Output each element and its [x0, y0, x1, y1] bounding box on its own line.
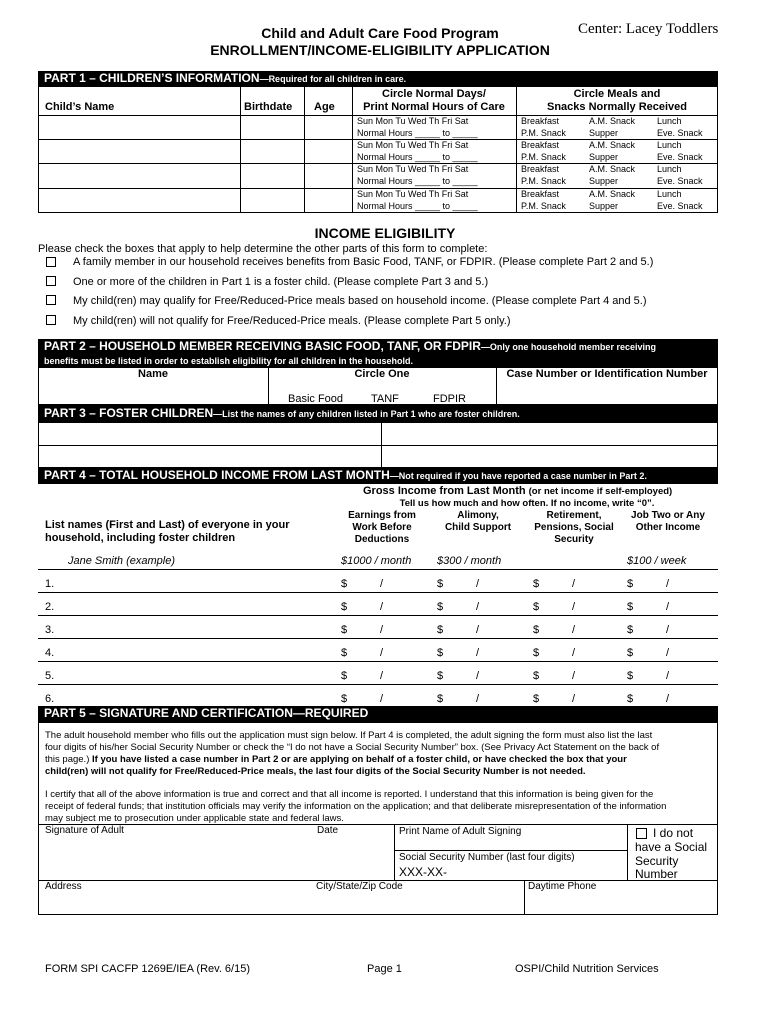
row4-hours: Normal Hours _____ to _____	[357, 201, 478, 211]
income-intro: Please check the boxes that apply to help determine the other parts of this form to complete:	[38, 243, 488, 255]
income-row-4-col1-slash: /	[380, 647, 384, 659]
income-row-3-col1-dollar[interactable]: $	[341, 624, 348, 636]
income-row-6-col1-slash: /	[380, 693, 384, 705]
row4-meal-b0: P.M. Snack	[521, 201, 566, 211]
row3-meal-b0: P.M. Snack	[521, 176, 566, 186]
part3-header	[38, 405, 718, 422]
row2-meal-a1: A.M. Snack	[589, 140, 636, 150]
example-value-1: $1000 / month	[341, 555, 412, 567]
example-value-2: $300 / month	[437, 555, 502, 567]
income-row-3-col4-slash: /	[666, 624, 670, 636]
income-row-2-col1-dollar[interactable]: $	[341, 601, 348, 613]
income-row-3-col2-dollar[interactable]: $	[437, 624, 444, 636]
income-col-1-line3: Deductions	[354, 534, 410, 545]
income-row-3-line	[38, 638, 718, 639]
income-row-1-col3-slash: /	[572, 578, 576, 590]
list-label-1: List names (First and Last) of everyone in your	[45, 519, 290, 531]
part5-header	[38, 706, 718, 722]
income-row-6-col1-dollar[interactable]: $	[341, 693, 348, 705]
income-eligibility-heading: INCOME ELIGIBILITY	[314, 225, 456, 241]
income-row-1-col2-slash: /	[476, 578, 480, 590]
checkbox-option-1[interactable]	[46, 257, 56, 267]
example-name: Jane Smith (example)	[68, 555, 175, 567]
income-row-1-col4-slash: /	[666, 578, 670, 590]
income-row-6-number: 6.	[45, 693, 55, 705]
row3-hours: Normal Hours _____ to _____	[357, 176, 478, 186]
income-row-5-col4-slash: /	[666, 670, 670, 682]
income-row-6-col4-slash: /	[666, 693, 670, 705]
signature-label: Signature of Adult	[45, 825, 124, 836]
part5-para2: I certify that all of the above information is true and correct and that all income is reported. I understand that this information is being given for the receipt of federal funds; that institution officials may verify the information on the application; and that deliberate misrepresentation of the information may subject me to prosecution under applicable state and federal laws.	[45, 789, 667, 824]
income-row-6-col2-slash: /	[476, 693, 480, 705]
income-col-1-line2: Work Before	[352, 522, 412, 533]
col-days-2: Print Normal Hours of Care	[363, 101, 505, 113]
part1-note: —Required for all children in care.	[259, 74, 407, 84]
city-label: City/State/Zip Code	[316, 881, 403, 892]
gross-income-sub: Tell us how much and how often. If no income, write “0”.	[399, 498, 655, 509]
income-row-1-col4-dollar[interactable]: $	[627, 578, 634, 590]
income-row-1-col3-dollar[interactable]: $	[533, 578, 540, 590]
option-4-label: My child(ren) will not qualify for Free/Reduced-Price meals. (Please complete Part 5 only.)	[73, 315, 511, 327]
part1-heading: PART 1 – CHILDREN’S INFORMATION	[44, 71, 260, 85]
part4-note: —Not required if you have reported a case number in Part 2.	[389, 471, 647, 481]
row3-meal-b1: Supper	[589, 176, 619, 186]
income-row-6-col3-dollar[interactable]: $	[533, 693, 540, 705]
col-meals-2: Snacks Normally Received	[546, 101, 688, 113]
income-row-3-col1-slash: /	[380, 624, 384, 636]
part3-note: —List the names of any children listed in Part 1 who are foster children.	[213, 409, 520, 419]
income-row-6-col4-dollar[interactable]: $	[627, 693, 634, 705]
col-age: Age	[314, 101, 335, 113]
income-col-1-line1: Earnings from	[348, 510, 416, 521]
income-row-6-col3-slash: /	[572, 693, 576, 705]
row1-meal-b1: Supper	[589, 128, 619, 138]
list-label-2: household, including foster children	[45, 532, 236, 544]
checkbox-option-3[interactable]	[46, 295, 56, 305]
income-row-1-col1-slash: /	[380, 578, 384, 590]
income-row-3-col3-slash: /	[572, 624, 576, 636]
col-days-1: Circle Normal Days/	[382, 88, 486, 100]
income-row-2-col1-slash: /	[380, 601, 384, 613]
part4-header	[38, 468, 718, 484]
option-3-label: My child(ren) may qualify for Free/Reduced-Price meals based on household income. (Please complete Part 4 and 5.)	[73, 295, 647, 307]
income-row-4-col2-slash: /	[476, 647, 480, 659]
col-meals-1: Circle Meals and	[573, 88, 661, 100]
row1-meal-a1: A.M. Snack	[589, 116, 636, 126]
form-subtitle: ENROLLMENT/INCOME-ELIGIBILITY APPLICATION	[210, 42, 550, 58]
part2-col-name: Name	[138, 368, 168, 380]
income-row-4-col1-dollar[interactable]: $	[341, 647, 348, 659]
income-row-5-col3-slash: /	[572, 670, 576, 682]
row2-meal-b2: Eve. Snack	[657, 152, 703, 162]
income-row-2-col4-dollar[interactable]: $	[627, 601, 634, 613]
col-birthdate: Birthdate	[244, 101, 293, 113]
row1-days: Sun Mon Tu Wed Th Fri Sat	[357, 116, 469, 126]
income-row-1-col1-dollar[interactable]: $	[341, 578, 348, 590]
income-row-4-col4-dollar[interactable]: $	[627, 647, 634, 659]
option-tanf[interactable]: TANF	[371, 393, 399, 405]
option-fdpir[interactable]: FDPIR	[433, 393, 466, 405]
row3-meal-a1: A.M. Snack	[589, 164, 636, 174]
income-row-3-col4-dollar[interactable]: $	[627, 624, 634, 636]
income-col-3-line2: Pensions, Social	[534, 522, 614, 533]
no-ssn-4: Number	[635, 867, 678, 881]
income-row-1-number: 1.	[45, 578, 55, 590]
form-title: Child and Adult Care Food Program	[261, 25, 499, 41]
income-col-4-line2: Other Income	[635, 522, 701, 533]
income-col-2-line2: Child Support	[444, 522, 512, 533]
row4-days: Sun Mon Tu Wed Th Fri Sat	[357, 189, 469, 199]
part5-para1: The adult household member who fills out the application must sign below. If Part 4 is completed, the adult signing the form must also list the last four digits of his/her Social Security Number or check the “I do not have a Social Security Number” box. (See Privacy Act Statement on the back of this page.) If you have listed a case number in Part 2 or are applying on behalf of a foster child, or have checked the box that your child(ren) will not qualify for Free/Reduced-Price meals, the last four digits of the Social Security Number is not needed.	[45, 730, 660, 777]
no-ssn-checkbox[interactable]	[636, 828, 647, 839]
income-row-3-number: 3.	[45, 624, 55, 636]
phone-label: Daytime Phone	[528, 881, 597, 892]
page-number: Page 1	[367, 963, 402, 975]
row3-meal-b2: Eve. Snack	[657, 176, 703, 186]
part2-col-circle: Circle One	[354, 368, 410, 380]
income-row-4-col4-slash: /	[666, 647, 670, 659]
part2-note-2: benefits must be listed in order to establish eligibility for all children in the household.	[44, 356, 414, 366]
row1-meal-b2: Eve. Snack	[657, 128, 703, 138]
income-row-3-col2-slash: /	[476, 624, 480, 636]
agency: OSPI/Child Nutrition Services	[515, 963, 659, 975]
income-row-5-col4-dollar[interactable]: $	[627, 670, 634, 682]
part1-header	[38, 71, 718, 86]
income-row-4-col3-dollar[interactable]: $	[533, 647, 540, 659]
part4-heading: PART 4 – TOTAL HOUSEHOLD INCOME FROM LAST MONTH	[44, 468, 390, 482]
row1-meal-a0: Breakfast	[521, 116, 560, 126]
row1-hours: Normal Hours _____ to _____	[357, 128, 478, 138]
income-col-4-line1: Job Two or Any	[631, 510, 705, 521]
income-row-2-col2-slash: /	[476, 601, 480, 613]
checkbox-option-4[interactable]	[46, 315, 56, 325]
row4-meal-a0: Breakfast	[521, 189, 560, 199]
example-row-line	[38, 569, 718, 570]
row1-meal-a2: Lunch	[657, 116, 682, 126]
no-ssn-2: have a Social	[635, 840, 708, 854]
row4-meal-b1: Supper	[589, 201, 619, 211]
income-row-5-line	[38, 684, 718, 685]
option-2-label: One or more of the children in Part 1 is a foster child. (Please complete Part 3 and 5.)	[73, 276, 489, 288]
row2-meal-a2: Lunch	[657, 140, 682, 150]
income-row-4-line	[38, 661, 718, 662]
part2-col-case: Case Number or Identification Number	[506, 368, 708, 380]
income-row-2-line	[38, 615, 718, 616]
income-row-4-col3-slash: /	[572, 647, 576, 659]
row3-meal-a2: Lunch	[657, 164, 682, 174]
ssn-value[interactable]: XXX-XX-	[399, 865, 448, 879]
row2-days: Sun Mon Tu Wed Th Fri Sat	[357, 140, 469, 150]
option-1-label: A family member in our household receives benefits from Basic Food, TANF, or FDPIR. (Please complete Part 2 and 5.)	[73, 256, 654, 268]
form-id: FORM SPI CACFP 1269E/IEA (Rev. 6/15)	[45, 963, 250, 975]
no-ssn-1: I do not	[653, 826, 694, 840]
income-row-1-line	[38, 592, 718, 593]
option-basic-food[interactable]: Basic Food	[288, 393, 344, 405]
income-row-4-number: 4.	[45, 647, 55, 659]
income-row-2-col4-slash: /	[666, 601, 670, 613]
col-child-name: Child’s Name	[45, 101, 115, 113]
income-row-5-number: 5.	[45, 670, 55, 682]
income-row-5-col2-dollar[interactable]: $	[437, 670, 444, 682]
income-row-2-col3-dollar[interactable]: $	[533, 601, 540, 613]
row4-meal-a1: A.M. Snack	[589, 189, 636, 199]
part5-heading: PART 5 – SIGNATURE AND CERTIFICATION—REQUIRED	[44, 706, 369, 720]
row3-meal-a0: Breakfast	[521, 164, 560, 174]
part3-heading: PART 3 – FOSTER CHILDREN	[44, 406, 214, 420]
row2-meal-b0: P.M. Snack	[521, 152, 566, 162]
row2-meal-a0: Breakfast	[521, 140, 560, 150]
income-row-4-col2-dollar[interactable]: $	[437, 647, 444, 659]
row3-days: Sun Mon Tu Wed Th Fri Sat	[357, 164, 469, 174]
date-label: Date	[317, 825, 339, 836]
income-row-2-number: 2.	[45, 601, 55, 613]
checkbox-option-2[interactable]	[46, 276, 56, 286]
income-row-5-col1-slash: /	[380, 670, 384, 682]
income-col-2-line1: Alimony,	[457, 510, 499, 521]
example-value-4: $100 / week	[627, 555, 687, 567]
income-col-3-line3: Security	[554, 534, 594, 545]
part2-heading: PART 2 – HOUSEHOLD MEMBER RECEIVING BASIC FOOD, TANF, OR FDPIR	[44, 339, 481, 353]
income-row-6-col2-dollar[interactable]: $	[437, 693, 444, 705]
gross-income-title: Gross Income from Last Month (or net income if self-employed)	[363, 485, 673, 497]
income-row-5-col3-dollar[interactable]: $	[533, 670, 540, 682]
income-row-2-col3-slash: /	[572, 601, 576, 613]
part2-note-1: —Only one household member receiving	[480, 342, 656, 352]
row4-meal-a2: Lunch	[657, 189, 682, 199]
income-row-2-col2-dollar[interactable]: $	[437, 601, 444, 613]
ssn-label: Social Security Number (last four digits)	[399, 852, 575, 863]
income-row-5-col1-dollar[interactable]: $	[341, 670, 348, 682]
row2-meal-b1: Supper	[589, 152, 619, 162]
address-label: Address	[45, 881, 82, 892]
row4-meal-b2: Eve. Snack	[657, 201, 703, 211]
income-col-3-line1: Retirement,	[546, 510, 602, 521]
no-ssn-3: Security	[635, 854, 679, 868]
print-name-label: Print Name of Adult Signing	[399, 826, 522, 837]
part2-header	[38, 339, 718, 367]
income-row-3-col3-dollar[interactable]: $	[533, 624, 540, 636]
income-row-1-col2-dollar[interactable]: $	[437, 578, 444, 590]
center-label: Center: Lacey Toddlers	[578, 21, 719, 37]
row1-meal-b0: P.M. Snack	[521, 128, 566, 138]
row2-hours: Normal Hours _____ to _____	[357, 152, 478, 162]
income-row-5-col2-slash: /	[476, 670, 480, 682]
